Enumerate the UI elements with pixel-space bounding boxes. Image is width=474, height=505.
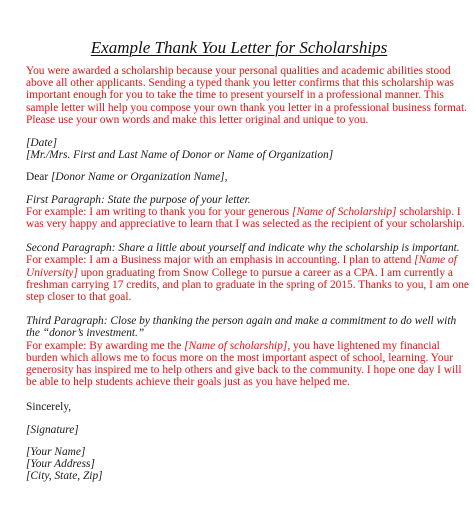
document-title: Example Thank You Letter for Scholarships: [90, 38, 388, 57]
city-state-zip-placeholder: [City, State, Zip]: [26, 470, 103, 483]
text-run: For example: I am writing to thank you for your generous: [26, 205, 293, 218]
second-paragraph: [26, 242, 469, 304]
text-run: , you have lightened my financial: [287, 339, 440, 352]
signature-placeholder: [Signature]: [26, 423, 79, 436]
donor-name-placeholder: [Mr./Mrs. First and Last Name of Donor or Name of Organization]: [26, 149, 334, 162]
third-paragraph: [26, 315, 462, 389]
second-paragraph-line: [26, 267, 452, 279]
third-paragraph-line: [26, 340, 452, 352]
sender-info: [26, 446, 452, 483]
first-paragraph: [26, 193, 465, 231]
text-run: scholarship. I: [396, 205, 461, 218]
salutation-prefix: Dear: [26, 171, 51, 184]
intro-line: Please use your own words and make this letter original and unique to you.: [26, 113, 369, 126]
first-paragraph-heading: First Paragraph: State the purpose of your letter.: [26, 193, 251, 206]
third-paragraph-heading: the “donor’s investment.”: [26, 327, 145, 340]
date-and-donor: [26, 137, 452, 161]
third-paragraph-line: burden which allows me to focus more on the most important aspect of school, learning. Your: [26, 351, 454, 364]
scholarship-name-placeholder: [Name of Scholarship]: [292, 205, 397, 218]
third-paragraph-line: be able to help students achieve their goals just as you have helped me.: [26, 376, 350, 389]
third-paragraph-heading: Third Paragraph: Close by thanking the person again and make a commitment to do well with: [26, 315, 457, 328]
first-paragraph-line: [26, 205, 461, 218]
your-address-placeholder: [Your Address]: [26, 458, 95, 471]
second-paragraph-line: step closer to that goal.: [26, 291, 132, 304]
salutation-name: [Donor Name or Organization Name],: [50, 171, 228, 184]
text-run: For example: By awarding me the: [26, 339, 185, 352]
your-name-placeholder: [Your Name]: [26, 445, 86, 458]
closing: Sincerely,: [26, 401, 72, 414]
intro-line: important enough for you to take the time to present yourself in a professional manner. This: [26, 89, 444, 102]
university-placeholder: University]: [26, 266, 78, 279]
salutation: [26, 171, 452, 183]
first-paragraph-line: was very happy and appreciative to learn that I was selected as the recipient of your scholarship.: [26, 218, 465, 231]
intro-line: You were awarded a scholarship because your personal qualities and academic abilities stood: [26, 65, 451, 77]
intro-paragraph: [26, 65, 467, 126]
text-run: upon graduating from Snow College to pursue a career as a CPA. I am currently a: [77, 266, 453, 279]
intro-line: sample letter will help you compose your own thank you letter in a professional business format.: [26, 101, 467, 114]
intro-line: above all other applicants. Sending a typed thank you letter confirms that this scholarship was: [26, 77, 454, 90]
text-run: For example: I am a Business major with an emphasis in accounting. I plan to attend: [26, 254, 415, 267]
second-paragraph-heading: Second Paragraph: Share a little about yourself and indicate why the scholarship is important.: [26, 242, 460, 255]
university-placeholder: [Name of: [414, 254, 457, 267]
date-placeholder: [Date]: [26, 137, 58, 150]
scholarship-name-placeholder: [Name of scholarship]: [184, 339, 288, 352]
second-paragraph-line: [26, 254, 457, 267]
third-paragraph-line: generosity has inspired me to help others and give back to the community. I hope one day I will: [26, 364, 462, 377]
second-paragraph-line: freshman carrying 17 credits, and plan to graduate in the spring of 2015. Thanks to you, I am one: [26, 278, 469, 291]
